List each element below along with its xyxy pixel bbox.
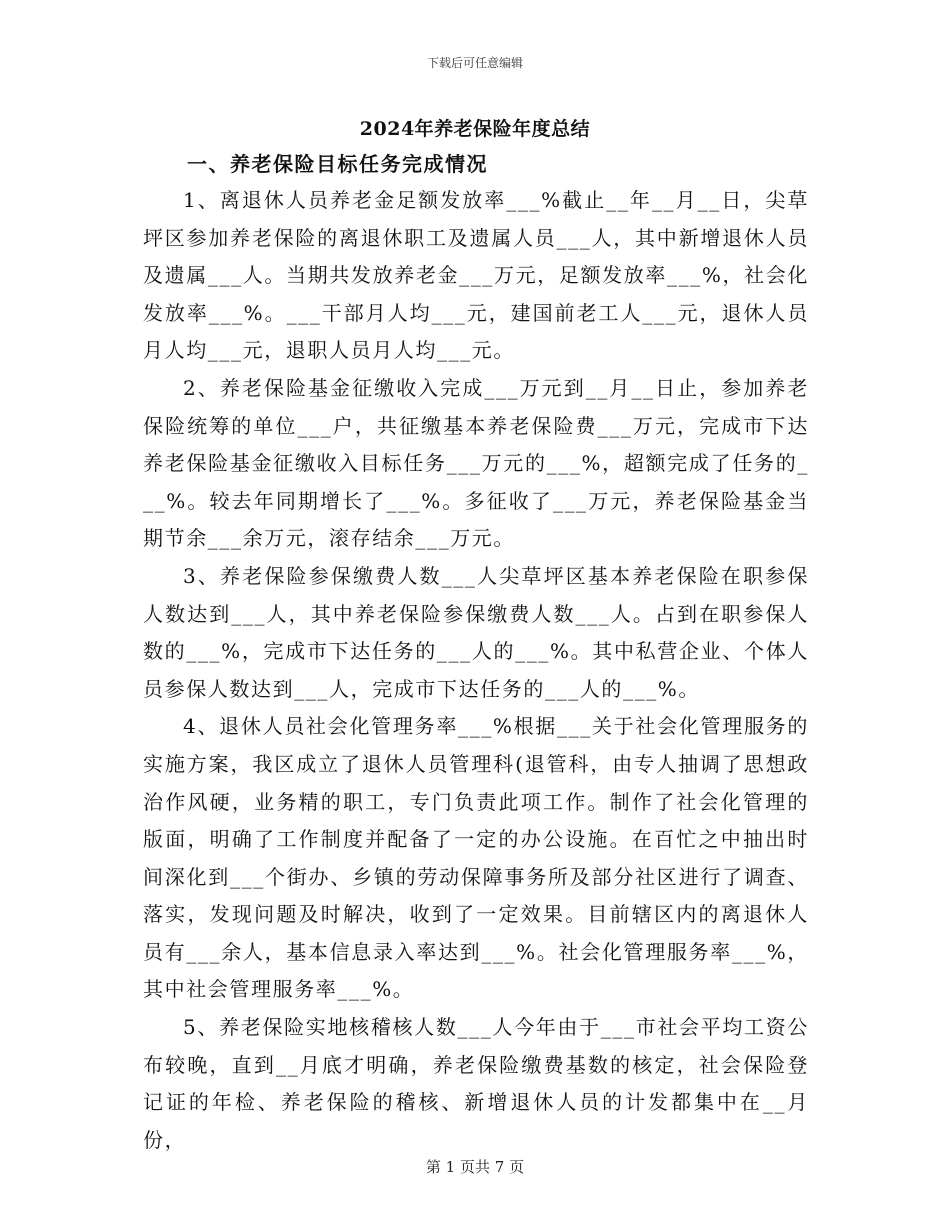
download-note: 下载后可任意编辑 bbox=[426, 56, 523, 70]
document-body bbox=[143, 182, 809, 1159]
paragraph-5: 5、养老保险实地核稽核人数___人今年由于___市社会平均工资公布较晚，直到__月底才明确，养老保险缴费基数的核定，社会保险登记证的年检、养老保险的稽核、新增退休人员的计发都集中在__月份， bbox=[143, 1015, 809, 1152]
paragraph-4: 4、退休人员社会化管理务率___%根据___关于社会化管理服务的实施方案，我区成立了退休人员管理科(退管科，由专人抽调了思想政治作风硬，业务精的职工，专门负责此项工作。制作了社会化管理的版面，明确了工作制度并配备了一定的办公设施。在百忙之中抽出时间深化到___个街办、乡镇的劳动保障事务所及部分社区进行了调查、落实，发现问题及时解决，收到了一定效果。目前辖区内的离退休人员有___余人，基本信息录入率达到___%。社会化管理服务率___%，其中社会管理服务率___%。 bbox=[143, 714, 809, 1002]
paragraph-1: 1、离退休人员养老金足额发放率___%截止__年__月__日，尖草坪区参加养老保险的离退休职工及遗属人员___人，其中新增退休人员及遗属___人。当期共发放养老金___万元，足额发放率___%，社会化发放率___%。___干部月人均___元，建国前老工人___元，退休人员月人均___元，退职人员月人均___元。 bbox=[143, 188, 809, 363]
section-heading: 一、养老保险目标任务完成情况 bbox=[187, 152, 488, 176]
paragraph-2: 2、养老保险基金征缴收入完成___万元到__月__日止，参加养老保险统筹的单位___户，共征缴基本养老保险费___万元，完成市下达养老保险基金征缴收入目标任务___万元的___%，超额完成了任务的___%。较去年同期增长了___%。多征收了___万元，养老保险基金当期节余___余万元，滚存结余___万元。 bbox=[143, 375, 809, 551]
paragraph-3: 3、养老保险参保缴费人数___人尖草坪区基本养老保险在职参保人数达到___人，其中养老保险参保缴费人数___人。占到在职参保人数的___%，完成市下达任务的___人的___%。其中私营企业、个体人员参保人数达到___人，完成市下达任务的___人的___%。 bbox=[143, 563, 809, 701]
page-number-footer: 第 1 页共 7 页 bbox=[425, 1158, 525, 1176]
document-title: 2024年养老保险年度总结 bbox=[359, 118, 591, 140]
